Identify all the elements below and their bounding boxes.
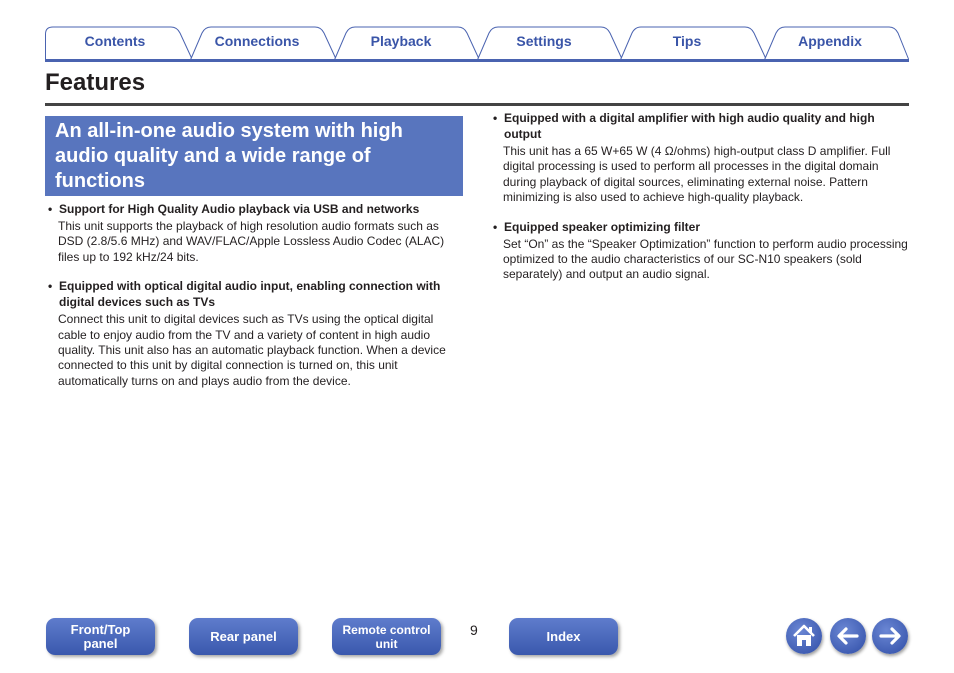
index-label: Index <box>546 628 581 644</box>
home-button[interactable] <box>786 618 822 654</box>
tab-bar <box>45 26 909 62</box>
feature-heading: Equipped with optical digital audio input, enabling connection with digital devices such as TVs <box>59 279 441 310</box>
arrow-right-icon <box>872 618 908 654</box>
remote-control-label-line1: Remote control <box>342 622 431 637</box>
front-top-panel-button[interactable] <box>46 618 155 655</box>
bullet: • <box>493 219 498 234</box>
feature-item <box>45 201 465 265</box>
feature-item <box>45 278 465 389</box>
front-top-panel-label-line2: panel <box>83 635 118 651</box>
tab-connections[interactable]: Connections <box>214 33 300 49</box>
tab-contents[interactable]: Contents <box>84 33 146 49</box>
tab-appendix[interactable]: Appendix <box>798 33 862 49</box>
title-divider <box>45 103 909 106</box>
feature-heading: Support for High Quality Audio playback via USB and networks <box>59 202 420 216</box>
arrow-left-icon <box>830 618 866 654</box>
back-button[interactable] <box>830 618 866 654</box>
home-icon <box>786 618 822 654</box>
left-column <box>45 201 465 389</box>
feature-item <box>490 219 908 283</box>
bullet: • <box>493 111 498 125</box>
section-heading-box <box>45 116 463 196</box>
remote-control-label-line2: unit <box>375 636 398 651</box>
page-number: 9 <box>470 622 478 638</box>
feature-body: This unit supports the playback of high resolution audio formats such as DSD (2.8/5.6 MHz) and WAV/FLAC/Apple Lossless Audio Codec (ALAC) files up to 192 kHz/24 bits. <box>58 219 445 264</box>
rear-panel-label: Rear panel <box>210 628 277 644</box>
tab-tips[interactable]: Tips <box>672 33 702 49</box>
bullet: • <box>48 202 53 216</box>
tab-bar-underline <box>45 59 909 62</box>
feature-body: Connect this unit to digital devices such as TVs using the optical digital cable to enjoy audio from the TV and a variety of content in high audio quality. This unit also has an automatic playback function. When a device connected to this unit by digital connection is turned on, this unit automatically turns on and plays audio from the device. <box>58 312 446 388</box>
feature-body: Set “On” as the “Speaker Optimization” function to perform audio processing optimized to the audio characteristics of our SC-N10 speakers (sold separately) and output an audio signal. <box>503 236 908 282</box>
feature-heading: Equipped with a digital amplifier with high audio quality and high output <box>504 111 875 141</box>
feature-item <box>490 110 908 206</box>
right-column <box>490 110 908 283</box>
tab-settings[interactable]: Settings <box>516 33 572 49</box>
forward-button[interactable] <box>872 618 908 654</box>
feature-heading: Equipped speaker optimizing filter <box>504 219 701 234</box>
rear-panel-button[interactable] <box>189 618 298 655</box>
section-heading: An all-in-one audio system with high audio quality and a wide range of functions <box>55 120 403 192</box>
index-button[interactable] <box>509 618 618 655</box>
remote-control-unit-button[interactable] <box>332 618 441 655</box>
page-title: Features <box>45 69 146 96</box>
front-top-panel-label-line1: Front/Top <box>70 621 131 637</box>
tab-playback[interactable]: Playback <box>370 33 432 49</box>
feature-body: This unit has a 65 W+65 W (4 Ω/ohms) high-output class D amplifier. Full digital processing is used to perform all processes in the digital domain during playback of digital sources, eliminating external noise. Pattern minimizing is also used to achieve high-quality playback. <box>503 144 891 205</box>
bullet: • <box>48 279 53 294</box>
